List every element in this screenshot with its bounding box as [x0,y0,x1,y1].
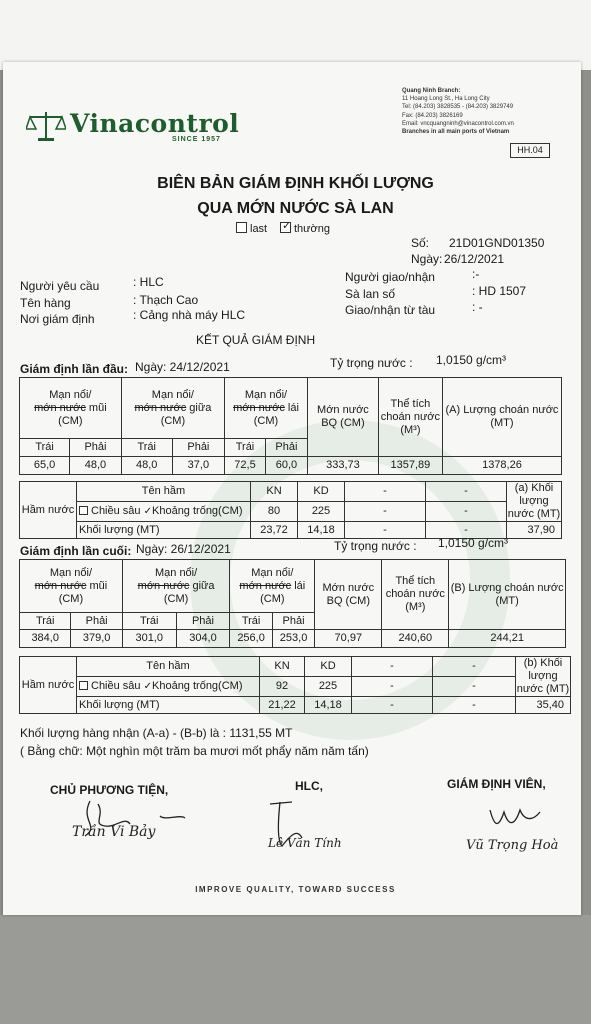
tank-result-label: (a) Khối lượng nước (MT) [507,482,561,520]
first-density: 1,0150 g/cm³ [436,353,507,367]
background-floor [0,915,591,1024]
tank-weight-label: Khối lượng (MT) [77,522,251,539]
last-density-label: Tỷ trọng nước : [334,539,417,553]
table-cell: 37,0 [172,457,224,475]
table-cell: 14,18 [298,522,345,539]
form-code: HH.04 [510,143,550,158]
header-bq: Mớn nước BQ (CM) [315,560,382,630]
tank-header: Tên hầm [77,482,251,502]
header-text: (M³) [400,423,421,436]
tank-result: 35,40 [516,697,571,714]
signer-inspector: GIÁM ĐỊNH VIÊN, [447,777,546,791]
header-text: mũi [85,401,107,414]
header-text: Mạn nổi/ [244,388,288,401]
table-cell: 244,21 [449,630,566,648]
header-text: lái [291,579,306,592]
tank-dash: - [433,697,516,714]
info-label: Người yêu cầu [20,279,100,293]
branch-line: Branches in all main ports of Vietnam [402,129,510,136]
header-text: Mạn nổi/ [251,566,294,579]
document-title-line1: BIÊN BẢN GIÁM ĐỊNH KHỐI LƯỢNG [157,175,434,192]
last-tank-table: Hầm nước Tên hầm KN KD - - (b) Khối lượng nước (MT) Chiều sâu ✓Khoảng trống(CM) 92 225 - - Khối lượng (MT) 21,22 14,18 - - 35,40 [19,656,571,714]
tank-dash: - [433,677,516,697]
header-text: giữa [186,401,212,414]
tank-result-label: (b) Khối lượng nước (MT) [516,657,570,695]
table-cell: 240,60 [382,630,449,648]
table-cell: 384,0 [20,630,71,648]
header-phai: Phải [265,439,307,457]
tank-ullage-label: Khoảng trống(CM) [152,680,243,692]
header-text: (CM) [163,592,189,605]
branch-line: 11 Hoang Long St., Ha Long City [402,96,490,103]
table-cell: 72,5 [225,457,266,475]
table-cell: 14,18 [305,697,352,714]
header-luong: (A) Lượng choán nước (MT) [442,378,561,457]
header-text: mớn nước [34,401,86,414]
info-value: : HD 1507 [472,284,527,298]
header-trai: Trái [225,439,266,457]
header-text: Mạn nổi/ [154,566,198,579]
tank-dash: - [426,482,507,502]
header-phai: Phải [272,613,314,630]
header-trai: Trái [230,613,272,630]
tank-header: Tên hầm [77,657,260,677]
header-text: (CM) [58,592,84,605]
branch-line: Tel: (84.203) 3828535 - (84.203) 3829749 [402,104,514,111]
company-since: SINCE 1957 [172,136,221,143]
signature-hlc [262,796,362,861]
header-text: Mạn nổi/ [49,388,92,401]
header-text: mớn nước [134,401,187,414]
signature-inspector [462,800,562,853]
option-thuong-label: thường [294,223,330,235]
table-cell: 225 [305,677,352,697]
doc-date: 26/12/2021 [444,252,505,266]
info-value: : Cảng nhà máy HLC [133,308,246,322]
header-text: mớn nước [34,579,87,592]
table-cell: 225 [298,502,345,522]
header-trai: Trái [20,439,70,457]
tank-dash: - [433,657,516,677]
tank-dash: - [345,522,426,539]
table-cell: 48,0 [121,457,172,475]
header-text: lái [284,401,299,414]
header-luong: (B) Lượng choán nước (MT) [449,560,566,630]
table-cell: 1378,26 [442,457,561,475]
header-text: (CM) [260,592,285,605]
header-text: Mạn nổi/ [151,388,194,401]
header-bq: Mớn nước BQ (CM) [307,378,378,457]
checkbox-depth[interactable] [79,506,88,515]
doc-number: 21D01GND01350 [449,236,545,250]
signer-owner: CHỦ PHƯƠNG TIỆN, [50,783,169,797]
tank-depth-label: Chiều sâu [91,680,141,692]
header-text: (CM) [58,414,83,427]
signature-owner [70,796,190,861]
tank-weight-label: Khối lượng (MT) [77,697,260,714]
summary-weight: Khối lượng hàng nhận (A-a) - (B-b) là : 1131,55 MT [20,726,293,740]
header-text: (CM) [160,414,186,427]
table-cell: 48,0 [70,457,122,475]
tank-dash: - [426,502,507,522]
option-last-label: last [250,223,268,235]
header-text: mớn nước [137,579,190,592]
checkbox-last[interactable] [236,222,247,233]
branch-line: Quang Ninh Branch: [402,88,461,94]
header-phai: Phải [176,613,230,630]
info-value: : - [472,300,483,314]
tank-header-kn: KN [260,657,305,677]
header-trai: Trái [20,613,71,630]
first-inspection-date: Ngày: 24/12/2021 [135,360,230,374]
table-cell: 21,22 [260,697,305,714]
header-phai: Phải [172,439,224,457]
first-draft-table [19,377,562,475]
tank-header-kd: KD [298,482,345,502]
table-cell: 65,0 [20,457,70,475]
branch-info [402,87,514,136]
header-text: Mạn nổi/ [49,566,93,579]
tank-dash: - [345,482,426,502]
signature-hlc-name: Lê Văn Tính [268,836,342,850]
signer-hlc: HLC, [295,779,323,793]
checkbox-depth[interactable] [79,681,88,690]
info-label: Giao/nhận từ tàu [345,303,436,317]
header-trai: Trái [121,439,172,457]
doc-number-label: Số: [411,236,430,250]
scale-logo-icon [26,109,66,143]
table-cell: 60,0 [265,457,307,475]
info-label: Sà lan số [345,287,396,301]
header-text: mớn nước [239,579,292,592]
header-text: (CM) [253,414,279,427]
signature-owner-name: Trần Vi Bảy [72,824,156,840]
checkbox-thuong[interactable]: ✓ [282,220,292,232]
info-label: Người giao/nhận [345,270,435,284]
header-text: mớn nước [233,401,285,414]
table-cell: 23,72 [251,522,298,539]
header-text: Thể tích choán nước [380,397,441,423]
signature-inspector-scribble [462,800,562,840]
table-cell: 92 [260,677,305,697]
table-cell: 256,0 [230,630,272,648]
summary-in-words: ( Bằng chữ: Một nghìn một trăm ba mươi mốt phẩy năm năm tấn) [20,744,369,758]
doc-date-label: Ngày: [411,252,443,266]
tank-dash: - [426,522,507,539]
tank-ullage-label: Khoảng trống(CM) [152,505,243,517]
tank-label: Hầm nước [20,482,77,539]
table-cell: 253,0 [272,630,314,648]
tank-dash: - [352,677,433,697]
header-text: (M³) [405,601,426,613]
tank-dash: - [345,502,426,522]
signature-inspector-name: Vũ Trọng Hoà [466,838,559,853]
table-cell: 301,0 [122,630,176,648]
branch-line: Fax: (84.203) 3826169 [402,112,463,119]
last-inspection-label: Giám định lần cuối: [20,544,132,558]
info-value: : Thạch Cao [133,293,199,307]
table-cell: 70,97 [315,630,382,648]
header-phai: Phải [71,613,122,630]
header-phai: Phải [70,439,122,457]
tank-depth-label: Chiều sâu [91,505,141,517]
table-cell: 80 [251,502,298,522]
tank-result: 37,90 [507,522,562,539]
company-logo-text: Vinacontrol [70,109,240,138]
header-text: mũi [86,579,108,592]
tank-header-kd: KD [305,657,352,677]
footer-slogan: IMPROVE QUALITY, TOWARD SUCCESS [195,885,396,894]
info-label: Tên hàng [20,296,71,310]
tank-label: Hầm nước [20,657,77,714]
first-density-label: Tỷ trọng nước : [330,356,413,370]
last-draft-table [19,559,566,648]
header-text: Thể tích choán nước [385,575,445,600]
option-thuong [280,222,330,235]
background-top [0,0,591,70]
last-inspection-date: Ngày: 26/12/2021 [136,542,231,556]
option-last [236,222,267,235]
result-title: KẾT QUẢ GIÁM ĐỊNH [196,333,316,347]
info-label: Nơi giám định [20,312,95,326]
first-tank-table: Hầm nước Tên hầm KN KD - - (a) Khối lượng nước (MT) Chiều sâu ✓Khoảng trống(CM) 80 225 - - Khối lượng (MT) 23,72 14,18 - - 37,90 [19,481,562,539]
last-density: 1,0150 g/cm³ [438,536,509,550]
document-title-line2: QUA MỚN NƯỚC SÀ LAN [197,200,394,217]
info-value: :- [472,267,480,281]
info-value: : HLC [133,275,164,289]
table-cell: 1357,89 [378,457,442,475]
table-cell: 379,0 [71,630,122,648]
tank-header-kn: KN [251,482,298,502]
branch-line: Email: vncquangninh@vinacontrol.com.vn [402,120,514,127]
tank-dash: - [352,697,433,714]
tank-dash: - [352,657,433,677]
table-cell: 333,73 [307,457,378,475]
header-trai: Trái [122,613,176,630]
first-inspection-label: Giám định lần đầu: [20,362,129,376]
table-cell: 304,0 [176,630,230,648]
header-text: giữa [189,579,215,592]
